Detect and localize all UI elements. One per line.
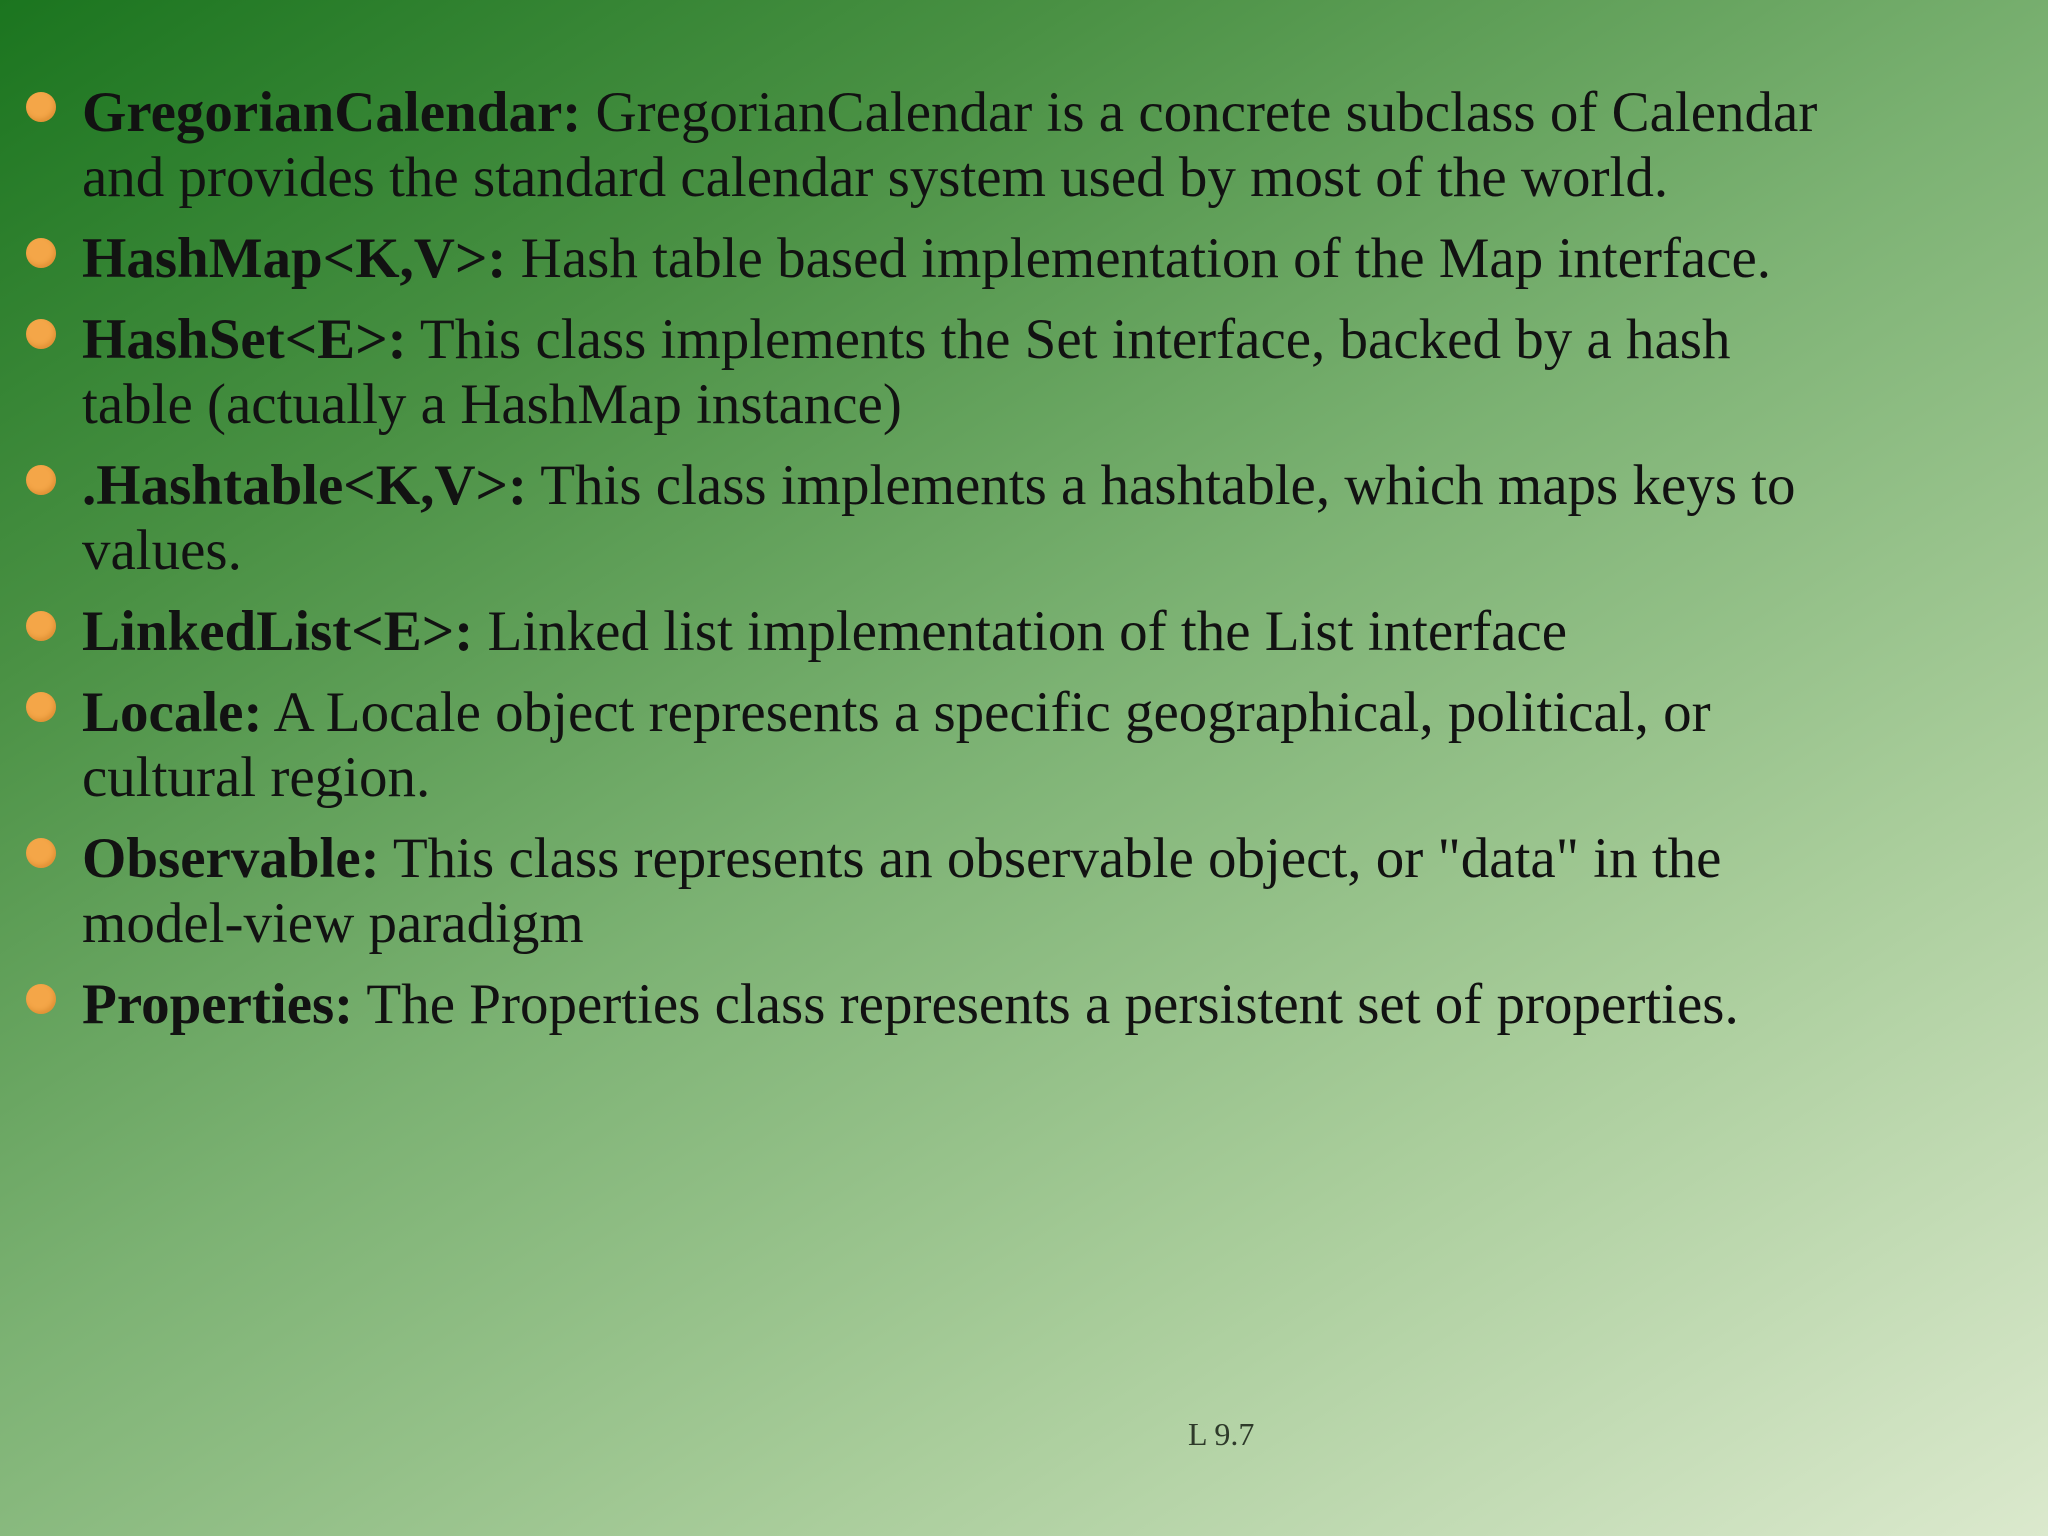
bullet-term: GregorianCalendar: — [82, 81, 582, 144]
bullet-dot-icon — [26, 92, 56, 122]
bullet-description: A Locale object represents a specific geographical, political, or cultural region. — [82, 681, 1711, 809]
bullet-description: This class implements the Set interface, backed by a hash table (actually a HashMap instance) — [82, 308, 1731, 436]
bullet-description: GregorianCalendar is a concrete subclass of Calendar and provides the standard calendar system used by most of the world. — [82, 81, 1818, 209]
bullet-item-linkedlist — [0, 599, 1840, 664]
bullet-item-observable — [0, 826, 1840, 956]
bullet-term: Locale: — [82, 681, 263, 744]
bullet-description: Linked list implementation of the List interface — [473, 600, 1568, 663]
bullet-dot-icon — [26, 319, 56, 349]
bullet-term: LinkedList<E>: — [82, 600, 474, 663]
bullet-item-hashset — [0, 307, 1840, 437]
bullet-description: The Properties class represents a persistent set of properties. — [353, 973, 1739, 1036]
bullet-dot-icon — [26, 692, 56, 722]
bullet-term: HashMap<K,V>: — [82, 227, 507, 290]
bullet-item-hashtable — [0, 453, 1840, 583]
bullet-dot-icon — [26, 238, 56, 268]
bullet-term: .Hashtable<K,V>: — [82, 454, 527, 517]
bullet-item-gregorian-calendar — [0, 80, 1840, 210]
page-number: L 9.7 — [1188, 1416, 1255, 1452]
bullet-item-locale — [0, 680, 1840, 810]
bullet-list — [0, 80, 1840, 1053]
bullet-description: This class implements a hashtable, which maps keys to values. — [82, 454, 1796, 582]
bullet-dot-icon — [26, 838, 56, 868]
bullet-dot-icon — [26, 465, 56, 495]
bullet-description: Hash table based implementation of the Map interface. — [506, 227, 1772, 290]
bullet-item-properties — [0, 972, 1840, 1037]
bullet-description: This class represents an observable object, or "data" in the model-view paradigm — [82, 827, 1722, 955]
bullet-dot-icon — [26, 984, 56, 1014]
bullet-dot-icon — [26, 611, 56, 641]
bullet-term: Properties: — [82, 973, 354, 1036]
bullet-item-hashmap — [0, 226, 1840, 291]
bullet-term: Observable: — [82, 827, 380, 890]
bullet-term: HashSet<E>: — [82, 308, 407, 371]
